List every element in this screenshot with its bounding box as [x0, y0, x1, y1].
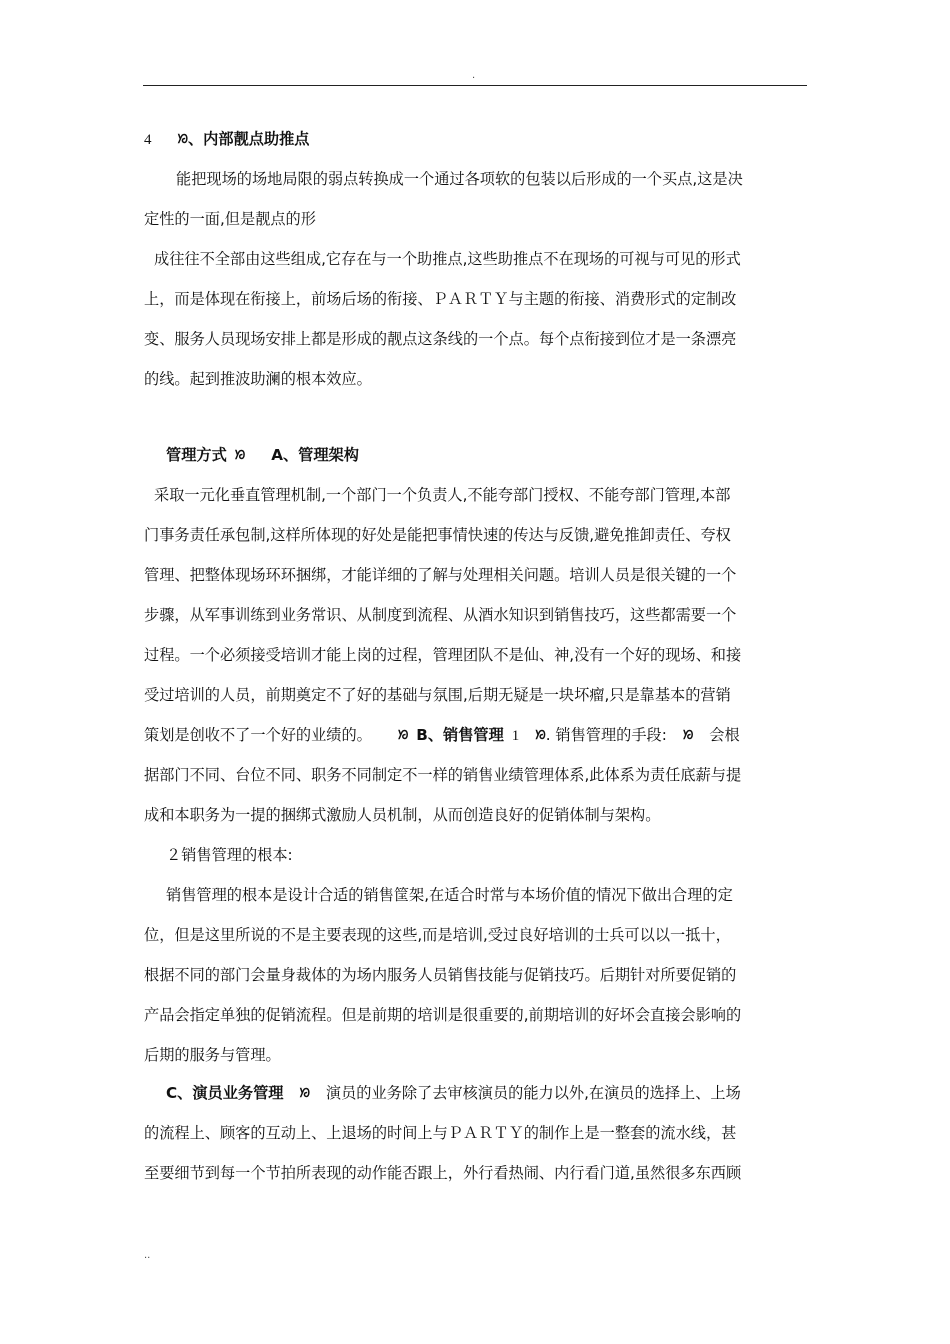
paragraph-line: 成和本职务为一提的捆绑式激励人员机制，从而创造良好的促销体制与架构。 [144, 806, 661, 824]
header-rule [143, 85, 807, 86]
management-heading [166, 445, 359, 466]
paragraph-line: 上，而是体现在衔接上，前场后场的衔接、ＰＡＲＴＹ与主题的衔接、消费形式的定制改 [144, 290, 737, 308]
section4-heading [144, 129, 309, 150]
paragraph-line: 管理、把整体现场环环捆绑，才能详细的了解与处理相关问题。培训人员是很关键的一个 [144, 566, 737, 584]
paragraph-line: 采取一元化垂直管理机制,一个部门一个负责人,不能夸部门授权、不能夸部门管理,本部 [154, 486, 731, 504]
paragraph-line: 过程。一个必须接受培训才能上岗的过程，管理团队不是仙、神,没有一个好的现场、和接 [144, 646, 742, 664]
paragraph-line: 据部门不同、台位不同、职务不同制定不一样的销售业绩管理体系,此体系为责任底薪与提 [144, 766, 742, 784]
bullet-icon: ᘞ [535, 728, 546, 742]
paragraph-text: 演员的业务除了去审核演员的能力以外,在演员的选择上、上场 [325, 1084, 741, 1102]
subheading-a: A、管理架构 [271, 446, 359, 464]
bullet-icon: ᘞ [234, 448, 246, 462]
point-number: 1 [511, 728, 520, 744]
section-title: 、内部靓点助推点 [187, 130, 310, 148]
paragraph-line: 步骤，从军事训练到业务常识、从制度到流程、从酒水知识到销售技巧，这些都需要一个 [144, 606, 737, 624]
paragraph-line: 受过培训的人员，前期奠定不了好的基础与氛围,后期无疑是一块坏瘤,只是靠基本的营销 [144, 686, 731, 704]
paragraph-line: 门事务责任承包制,这样所体现的好处是能把事情快速的传达与反馈,避免推卸责任、夸权 [144, 526, 731, 544]
paragraph-line: 销售管理的根本是设计合适的销售筐架,在适合时常与本场价值的情况下做出合理的定 [166, 886, 733, 904]
paragraph-line-b-heading [144, 725, 740, 746]
paragraph-line: 后期的服务与管理。 [144, 1046, 281, 1064]
point-label: . 销售管理的手段: [545, 726, 667, 744]
paragraph-line-c-heading [166, 1083, 741, 1104]
section-number: 4 [144, 132, 152, 148]
paragraph-line: 的线。起到推波助澜的根本效应。 [144, 370, 372, 388]
subheading-c: C、演员业务管理 [166, 1084, 284, 1102]
paragraph-line: 位，但是这里所说的不是主要表现的这些,而是培训,受过良好培训的士兵可以以一抵十， [144, 926, 731, 944]
header-mark: . [472, 70, 476, 81]
point2-title: ２销售管理的根本: [166, 846, 293, 864]
management-title: 管理方式 [166, 446, 227, 464]
subheading-b: B、销售管理 [416, 726, 504, 744]
paragraph-line: 定性的一面,但是靓点的形 [144, 210, 316, 228]
paragraph-text: 策划是创收不了一个好的业绩的。 [144, 726, 372, 744]
bullet-icon: ᘞ [299, 1086, 310, 1100]
paragraph-line: 成往往不全部由这些组成,它存在与一个助推点,这些助推点不在现场的可视与可见的形式 [154, 250, 741, 268]
bullet-icon: ᘞ [682, 728, 694, 742]
paragraph-line: 至要细节到每一个节拍所表现的动作能否跟上，外行看热闹、内行看门道,虽然很多东西顾 [144, 1164, 742, 1182]
paragraph-line: 变、服务人员现场安排上都是形成的靓点这条线的一个点。每个点衔接到位才是一条漂亮 [144, 330, 737, 348]
bullet-icon: ᘞ [177, 132, 188, 146]
bullet-icon: ᘞ [397, 728, 409, 742]
paragraph-line: 的流程上、顾客的互动上、上退场的时间上与ＰＡＲＴＹ的制作上是一整套的流水线，甚 [144, 1124, 737, 1142]
paragraph-line: 产品会指定单独的促销流程。但是前期的培训是很重要的,前期培训的好坏会直接会影响的 [144, 1006, 742, 1024]
footer-mark: .. [144, 1250, 151, 1261]
paragraph-line: 根据不同的部门会量身裁体的为场内服务人员销售技能与促销技巧。后期针对所要促销的 [144, 966, 737, 984]
paragraph-line: 能把现场的场地局限的弱点转换成一个通过各项软的包装以后形成的一个买点,这是决 [176, 170, 743, 188]
paragraph-text: 会根 [709, 726, 740, 744]
